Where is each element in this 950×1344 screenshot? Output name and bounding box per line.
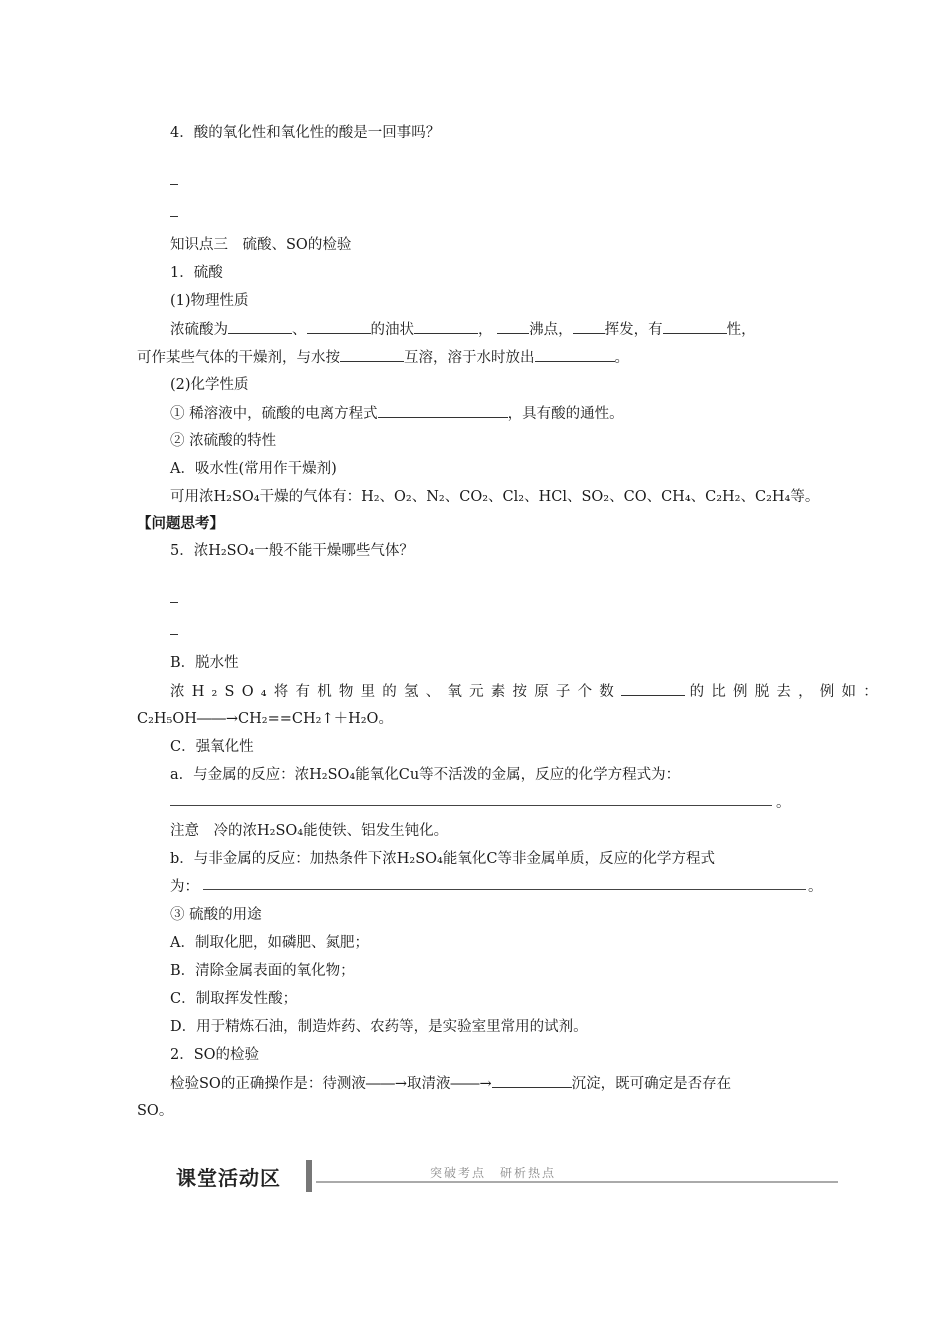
text: 互溶，溶于水时放出 (404, 350, 535, 366)
fill-blank (492, 1073, 572, 1088)
question-4: 4．酸的氧化性和氧化性的酸是一回事吗？ (170, 125, 441, 141)
fill-blank (497, 319, 529, 334)
heading-physical-properties: (1)物理性质 (170, 293, 249, 309)
fill-blank (621, 681, 685, 696)
answer-blank (170, 184, 178, 185)
fill-blank (414, 319, 478, 334)
answer-blank (170, 634, 178, 635)
physical-properties-line-2 (137, 347, 629, 368)
fill-blank (228, 319, 292, 334)
physical-properties-line-1 (170, 319, 756, 340)
answer-blank (170, 216, 178, 217)
heading-sulfate-test: 2．SO的检验 (170, 1047, 260, 1063)
use-c: C．制取挥发性酸； (170, 991, 298, 1007)
section-title: 知识点三 硫酸、SO的检验 (170, 237, 352, 253)
use-d: D．用于精炼石油，制造炸药、农药等，是实验室里常用的试剂。 (170, 1019, 588, 1035)
sulfate-test-line-1 (170, 1073, 731, 1094)
metal-reaction: a．与金属的反应：浓H₂SO₄能氧化Cu等不活泼的金属，反应的化学方程式为： (170, 767, 681, 783)
passivation-note: 注意 冷的浓H₂SO₄能使铁、铝发生钝化。 (170, 823, 449, 839)
dehydration-equation: C₂H₅OH――→CH₂==CH₂↑＋H₂O。 (137, 711, 393, 727)
question-5: 5．浓H₂SO₄一般不能干燥哪些气体？ (170, 543, 414, 559)
fill-blank (340, 347, 404, 362)
fill-blank (663, 319, 727, 334)
answer-blank (170, 602, 178, 603)
text: 。 (776, 795, 791, 811)
think-label: 【问题思考】 (137, 515, 224, 532)
text: 的油状 (370, 322, 414, 338)
text: 、 (292, 322, 307, 338)
fill-blank (307, 319, 371, 334)
chemical-property-1 (170, 403, 624, 424)
text: 。 (614, 350, 629, 366)
fill-blank (535, 347, 615, 362)
sulfate-test-line-2: SO。 (137, 1103, 174, 1119)
heading-chemical-properties: (2)化学性质 (170, 377, 249, 393)
text: 的比例脱去，例如： (689, 684, 885, 700)
chemical-property-2: ② 浓硫酸的特性 (170, 433, 277, 449)
property-oxidizing: C．强氧化性 (170, 739, 254, 755)
text: 挥发，有 (604, 322, 663, 338)
text: ① 稀溶液中，硫酸的电离方程式 (170, 406, 378, 422)
footer-title: 课堂活动区 (176, 1166, 281, 1190)
text: 浓H₂SO₄将有机物里的氢、氧元素按原子个数 (170, 684, 621, 700)
footer-rule (316, 1181, 838, 1183)
use-a: A．制取化肥，如磷肥、氮肥； (170, 935, 369, 951)
equation-blank (203, 889, 806, 890)
fill-blank (378, 403, 508, 418)
text: 。 (808, 879, 823, 895)
equation-blank (170, 805, 772, 806)
dryable-gases: 可用浓H₂SO₄干燥的气体有：H₂、O₂、N₂、CO₂、Cl₂、HCl、SO₂、CO、CH₄、C₂H₂、C₂H₄等。 (170, 489, 820, 505)
fill-blank (573, 319, 605, 334)
text: 性， (726, 322, 756, 338)
heading-sulfuric-acid: 1．硫酸 (170, 265, 223, 281)
dehydration-line-1 (170, 681, 885, 702)
text: ， (478, 322, 493, 338)
nonmetal-reaction: b．与非金属的反应：加热条件下浓H₂SO₄能氧化C等非金属单质，反应的化学方程式 (170, 851, 715, 867)
text: 为： (170, 879, 199, 895)
property-hygroscopic: A．吸水性(常用作干燥剂) (170, 461, 337, 477)
text: 检验SO的正确操作是：待测液――→取清液――→ (170, 1076, 492, 1092)
footer-subtitle: 突破考点 研析热点 (430, 1166, 557, 1180)
heading-uses: ③ 硫酸的用途 (170, 907, 262, 923)
text: ，具有酸的通性。 (507, 406, 624, 422)
text: 沉淀，既可确定是否存在 (571, 1076, 732, 1092)
text: 浓硫酸为 (170, 322, 228, 338)
use-b: B．清除金属表面的氧化物； (170, 963, 355, 979)
text: 可作某些气体的干燥剂，与水按 (137, 350, 340, 366)
footer-divider (306, 1160, 312, 1192)
text: 沸点， (529, 322, 573, 338)
property-dehydrating: B．脱水性 (170, 655, 239, 671)
